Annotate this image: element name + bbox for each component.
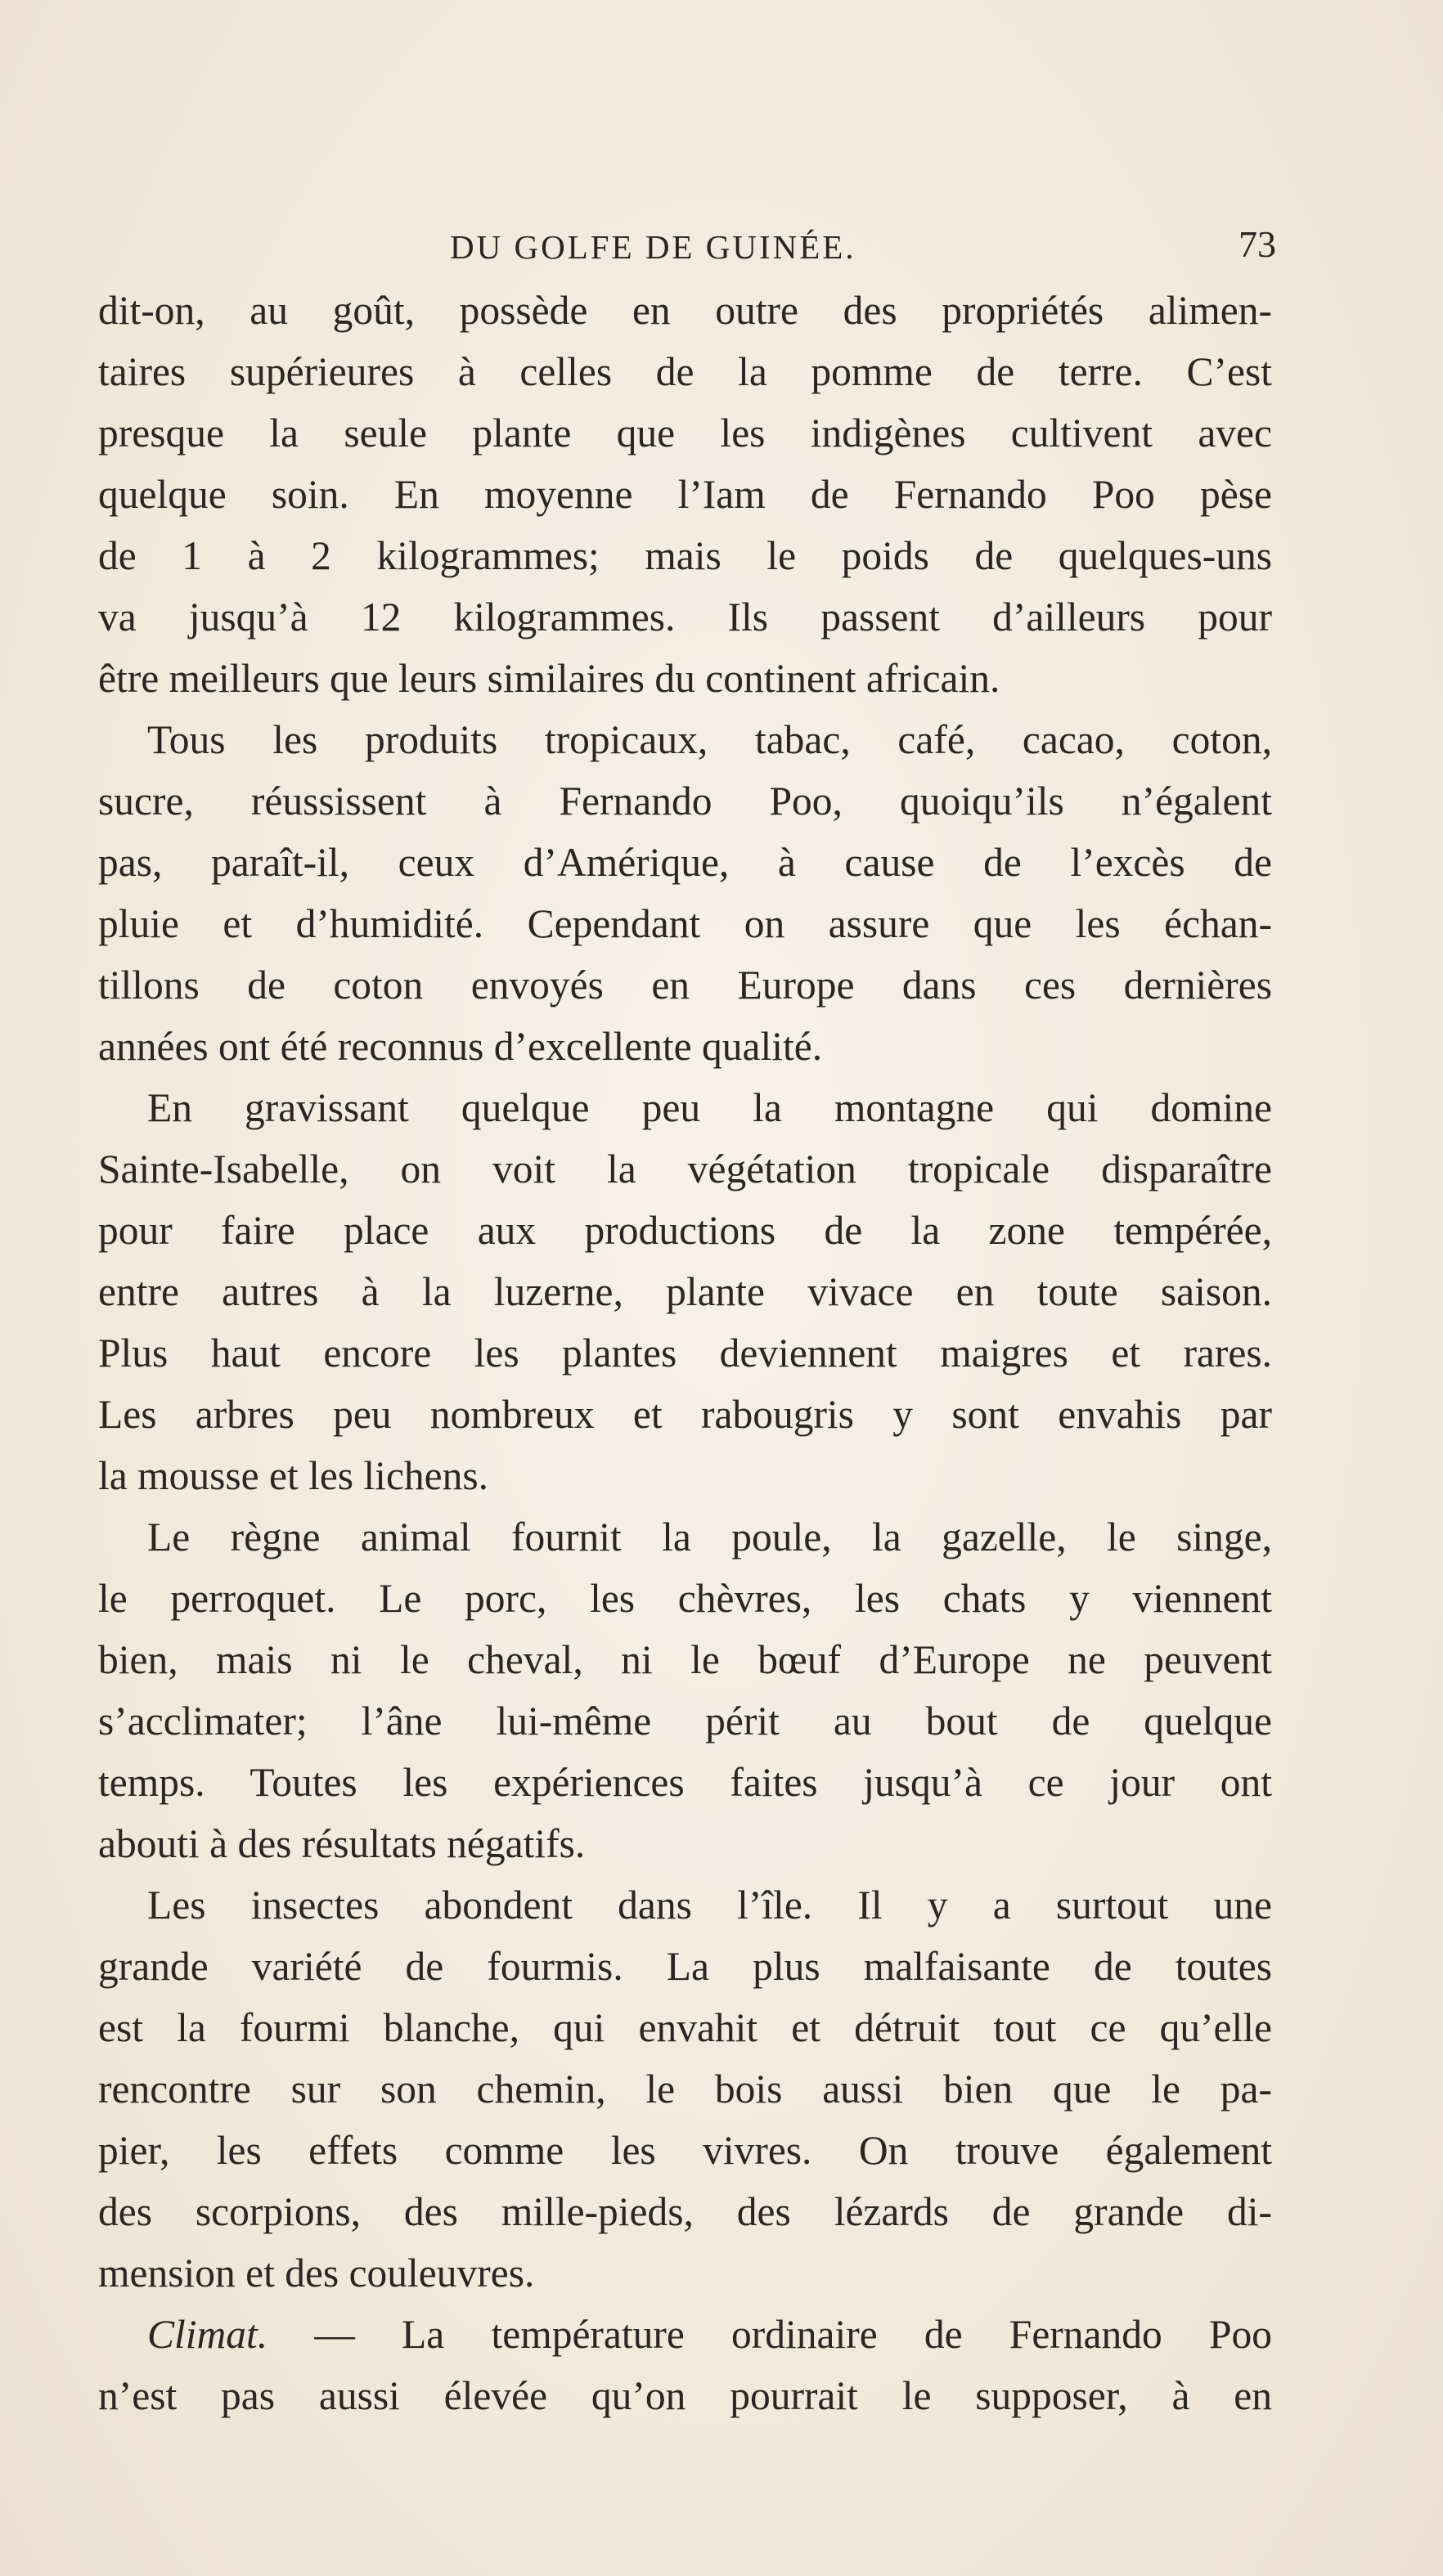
text-line: presque la seule plante que les indigènes cultivent avec [98, 411, 1272, 456]
text-line: s’acclimater; l’âne lui-même périt au bout de quelque [98, 1699, 1272, 1744]
text-line: rencontre sur son chemin, le bois aussi bien que le pa- [98, 2067, 1272, 2112]
text-line: est la fourmi blanche, qui envahit et détruit tout ce qu’elle [98, 2005, 1272, 2050]
text-line: taires supérieures à celles de la pomme de terre. C’est [98, 349, 1272, 394]
paragraph [98, 2304, 1272, 2426]
text-line: pas, paraît-il, ceux d’Amérique, à cause de l’excès de [98, 840, 1272, 885]
text-line [98, 2304, 1272, 2365]
text-line: temps. Toutes les expériences faites jusqu’à ce jour ont [98, 1760, 1272, 1805]
text-line: Plus haut encore les plantes deviennent maigres et rares. [98, 1331, 1272, 1376]
text-line: de 1 à 2 kilogrammes; mais le poids de quelques-uns [98, 533, 1272, 578]
text-line: Sainte-Isabelle, on voit la végétation tropicale disparaître [98, 1147, 1272, 1192]
section-lead: Climat. [147, 2312, 268, 2357]
text-line: va jusqu’à 12 kilogrammes. Ils passent d’ailleurs pour [98, 595, 1272, 640]
text-line: mension et des couleuvres. [98, 2251, 535, 2296]
text-line: quelque soin. En moyenne l’Iam de Fernando Poo pèse [98, 472, 1272, 517]
text-line: Les arbres peu nombreux et rabougris y sont envahis par [98, 1392, 1272, 1437]
text-line: abouti à des résultats négatifs. [98, 1821, 586, 1866]
text-line: pour faire place aux productions de la zone tempérée, [98, 1208, 1272, 1253]
body-text [98, 280, 1272, 2426]
text-line: entre autres à la luzerne, plante vivace en toute saison. [98, 1269, 1272, 1314]
text-line: le perroquet. Le porc, les chèvres, les chats y viennent [98, 1576, 1272, 1621]
text-line: des scorpions, des mille-pieds, des lézards de grande di- [98, 2189, 1272, 2234]
paragraph [98, 709, 1272, 1077]
page-header [98, 219, 1276, 268]
text-line: années ont été reconnus d’excellente qualité. [98, 1024, 823, 1069]
text-line: n’est pas aussi élevée qu’on pourrait le supposer, à en [98, 2373, 1272, 2418]
paragraph [98, 1874, 1272, 2304]
paragraph [98, 1506, 1272, 1874]
text-line: grande variété de fourmis. La plus malfaisante de toutes [98, 1944, 1272, 1989]
text-line: bien, mais ni le cheval, ni le bœuf d’Europe ne peuvent [98, 1637, 1272, 1682]
running-head: DU GOLFE DE GUINÉE. [450, 228, 856, 266]
text-line: être meilleurs que leurs similaires du continent africain. [98, 656, 1000, 701]
paragraph [98, 1077, 1272, 1506]
paragraph [98, 280, 1272, 709]
text-line: pluie et d’humidité. Cependant on assure que les échan- [98, 901, 1272, 946]
text-line: pier, les effets comme les vivres. On trouve également [98, 2128, 1272, 2173]
page-number: 73 [1238, 223, 1276, 265]
text-line: tillons de coton envoyés en Europe dans ces dernières [98, 963, 1272, 1008]
text-line: Tous les produits tropicaux, tabac, café, cacao, coton, [147, 717, 1272, 762]
text-line: En gravissant quelque peu la montagne qui domine [147, 1085, 1272, 1130]
text-run: — La température ordinaire de Fernando Poo [267, 2312, 1272, 2357]
text-line: sucre, réussissent à Fernando Poo, quoiqu’ils n’égalent [98, 779, 1272, 824]
text-line: dit-on, au goût, possède en outre des propriétés alimen- [98, 288, 1272, 333]
text-line: Les insectes abondent dans l’île. Il y a surtout une [147, 1883, 1272, 1928]
text-line: Le règne animal fournit la poule, la gazelle, le singe, [147, 1515, 1272, 1560]
text-line: la mousse et les lichens. [98, 1453, 489, 1498]
